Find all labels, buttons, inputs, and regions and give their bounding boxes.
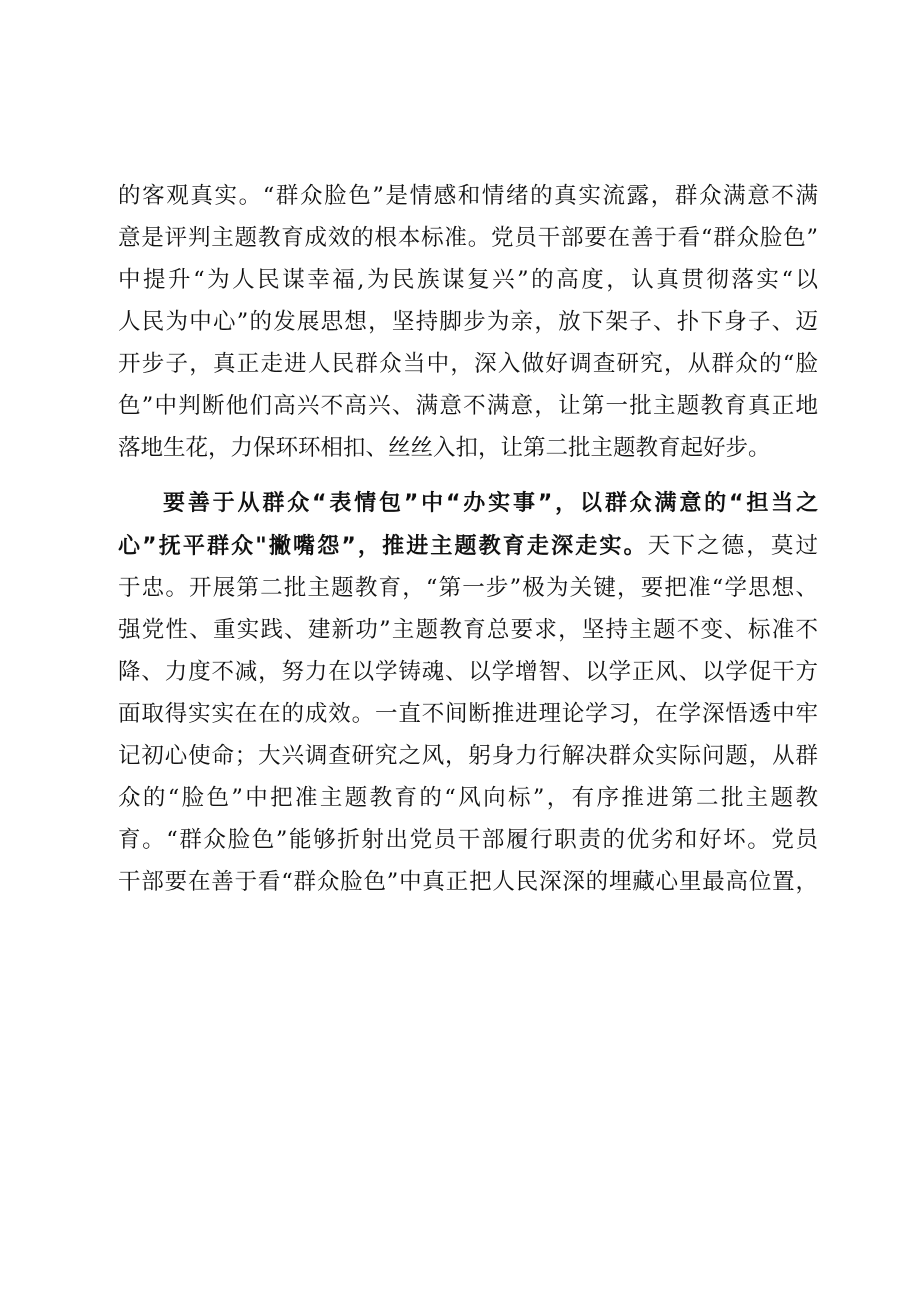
text-line: 记初心使命；大兴调查研究之风，躬身力行解决群众实际问题，从群	[118, 743, 818, 769]
paragraph-heading-bold: 心”抚平群众"撇嘴怨”，推进主题教育走深走实。	[118, 534, 648, 559]
text-line: 育。“群众脸色”能够折射出党员干部履行职责的优劣和好坏。党员	[118, 827, 818, 853]
text-line: 人民为中心”的发展思想，坚持脚步为亲，放下架子、扑下身子、迈	[118, 309, 818, 335]
text-line: 众的“脸色”中把准主题教育的“风向标”，有序推进第二批主题教	[118, 785, 818, 811]
paragraph-2	[118, 483, 818, 903]
text-line: 开步子，真正走进人民群众当中，深入做好调查研究，从群众的“脸	[118, 351, 818, 377]
paragraph-heading-line: 要善于从群众“表情包”中“办实事”，以群众满意的“担当之	[163, 491, 818, 516]
paragraph-heading-line-mixed	[118, 525, 818, 567]
paragraph-gap	[118, 469, 818, 483]
text-line: 落地生花，力保环环相扣、丝丝入扣，让第二批主题教育起好步。	[118, 435, 771, 461]
paragraph-1	[118, 175, 818, 469]
text-line: 色”中判断他们高兴不高兴、满意不满意，让第一批主题教育真正地	[118, 393, 818, 419]
text-line: 降、力度不减，努力在以学铸魂、以学增智、以学正风、以学促干方	[118, 659, 818, 685]
paragraph-heading-rest: 天下之德，莫过	[647, 533, 818, 559]
text-line: 意是评判主题教育成效的根本标准。党员干部要在善于看“群众脸色”	[118, 225, 818, 251]
document-body	[118, 175, 818, 903]
text-line: 强党性、重实践、建新功”主题教育总要求，坚持主题不变、标准不	[118, 617, 818, 643]
text-line: 的客观真实。“群众脸色”是情感和情绪的真实流露，群众满意不满	[118, 183, 818, 209]
text-line: 干部要在善于看“群众脸色”中真正把人民深深的埋藏心里最高位置，	[118, 869, 818, 895]
text-line: 面取得实实在在的成效。一直不间断推进理论学习，在学深悟透中牢	[118, 701, 818, 727]
text-line: 于忠。开展第二批主题教育，“第一步”极为关键，要把准“学思想、	[118, 575, 818, 601]
text-line: 中提升“为人民谋幸福,为民族谋复兴”的高度，认真贯彻落实“以	[118, 267, 818, 293]
